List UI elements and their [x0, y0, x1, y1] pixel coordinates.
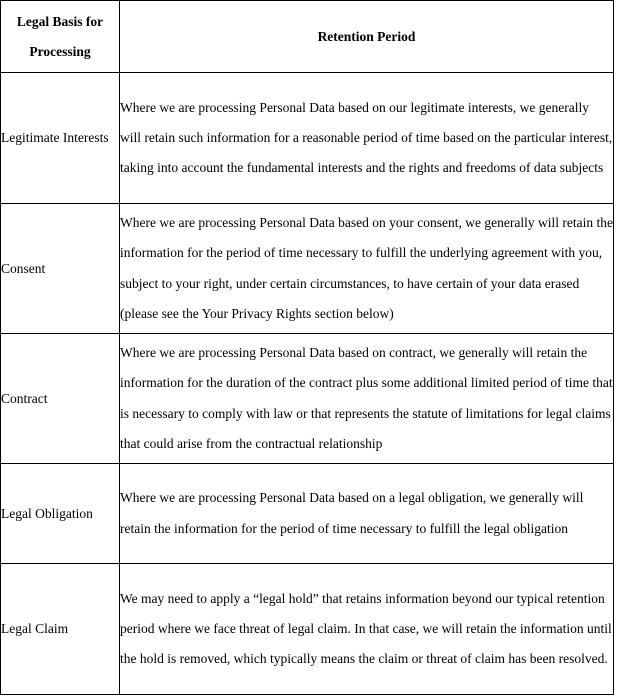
- cell-legal-basis: [1, 564, 120, 695]
- legal-basis-label: Legal Obligation: [1, 505, 93, 521]
- legal-basis-label: Legal Claim: [1, 621, 69, 636]
- table-row: [1, 334, 614, 464]
- column-header-retention-period: Retention Period: [120, 1, 614, 73]
- table-header-row: [1, 1, 614, 73]
- retention-period-text: Where we are processing Personal Data based on your consent, we generally will retain the information for the period of time necessary to fulfill the underlying agreement with you, subject to your right, under certain circumstances, to have certain of your data erased (please see the Your Privacy Rights section below): [120, 215, 613, 321]
- cell-retention-period: [120, 204, 614, 334]
- legal-basis-label: Consent: [1, 260, 46, 276]
- retention-period-text: Where we are processing Personal Data based on our legitimate interests, we generally will retain such information for a reasonable period of time based on the particular interest, taking into account the fundamental interests and the rights and freedoms of data subjects: [120, 99, 613, 176]
- table-row: [1, 464, 614, 564]
- retention-period-text: We may need to apply a “legal hold” that retains information beyond our typical retention period where we face threat of legal claim. In that case, we will retain the information until the hold is removed, which typically means the claim or threat of claim has been resolved.: [120, 590, 612, 667]
- cell-retention-period: [120, 464, 614, 564]
- cell-retention-period: [120, 334, 614, 464]
- retention-period-text: Where we are processing Personal Data based on a legal obligation, we generally will retain the information for the period of time necessary to fulfill the legal obligation: [120, 490, 584, 536]
- table-row: [1, 564, 614, 695]
- column-header-legal-basis: Legal Basis for Processing: [1, 1, 120, 73]
- table-header: [1, 1, 614, 73]
- cell-legal-basis: [1, 464, 120, 564]
- table-row: [1, 73, 614, 204]
- cell-legal-basis: [1, 334, 120, 464]
- table-row: [1, 204, 614, 334]
- cell-retention-period: [120, 73, 614, 204]
- legal-basis-label: Legitimate Interests: [1, 130, 109, 145]
- cell-retention-period: [120, 564, 614, 695]
- cell-legal-basis: [1, 73, 120, 204]
- retention-period-text: Where we are processing Personal Data based on contract, we generally will retain the information for the duration of the contract plus some additional limited period of time that is necessary to comply with law or that represents the statute of limitations for legal claims that could arise from the contractual relationship: [120, 345, 613, 451]
- legal-basis-label: Contract: [1, 390, 48, 406]
- cell-legal-basis: [1, 204, 120, 334]
- table-body: [1, 73, 614, 695]
